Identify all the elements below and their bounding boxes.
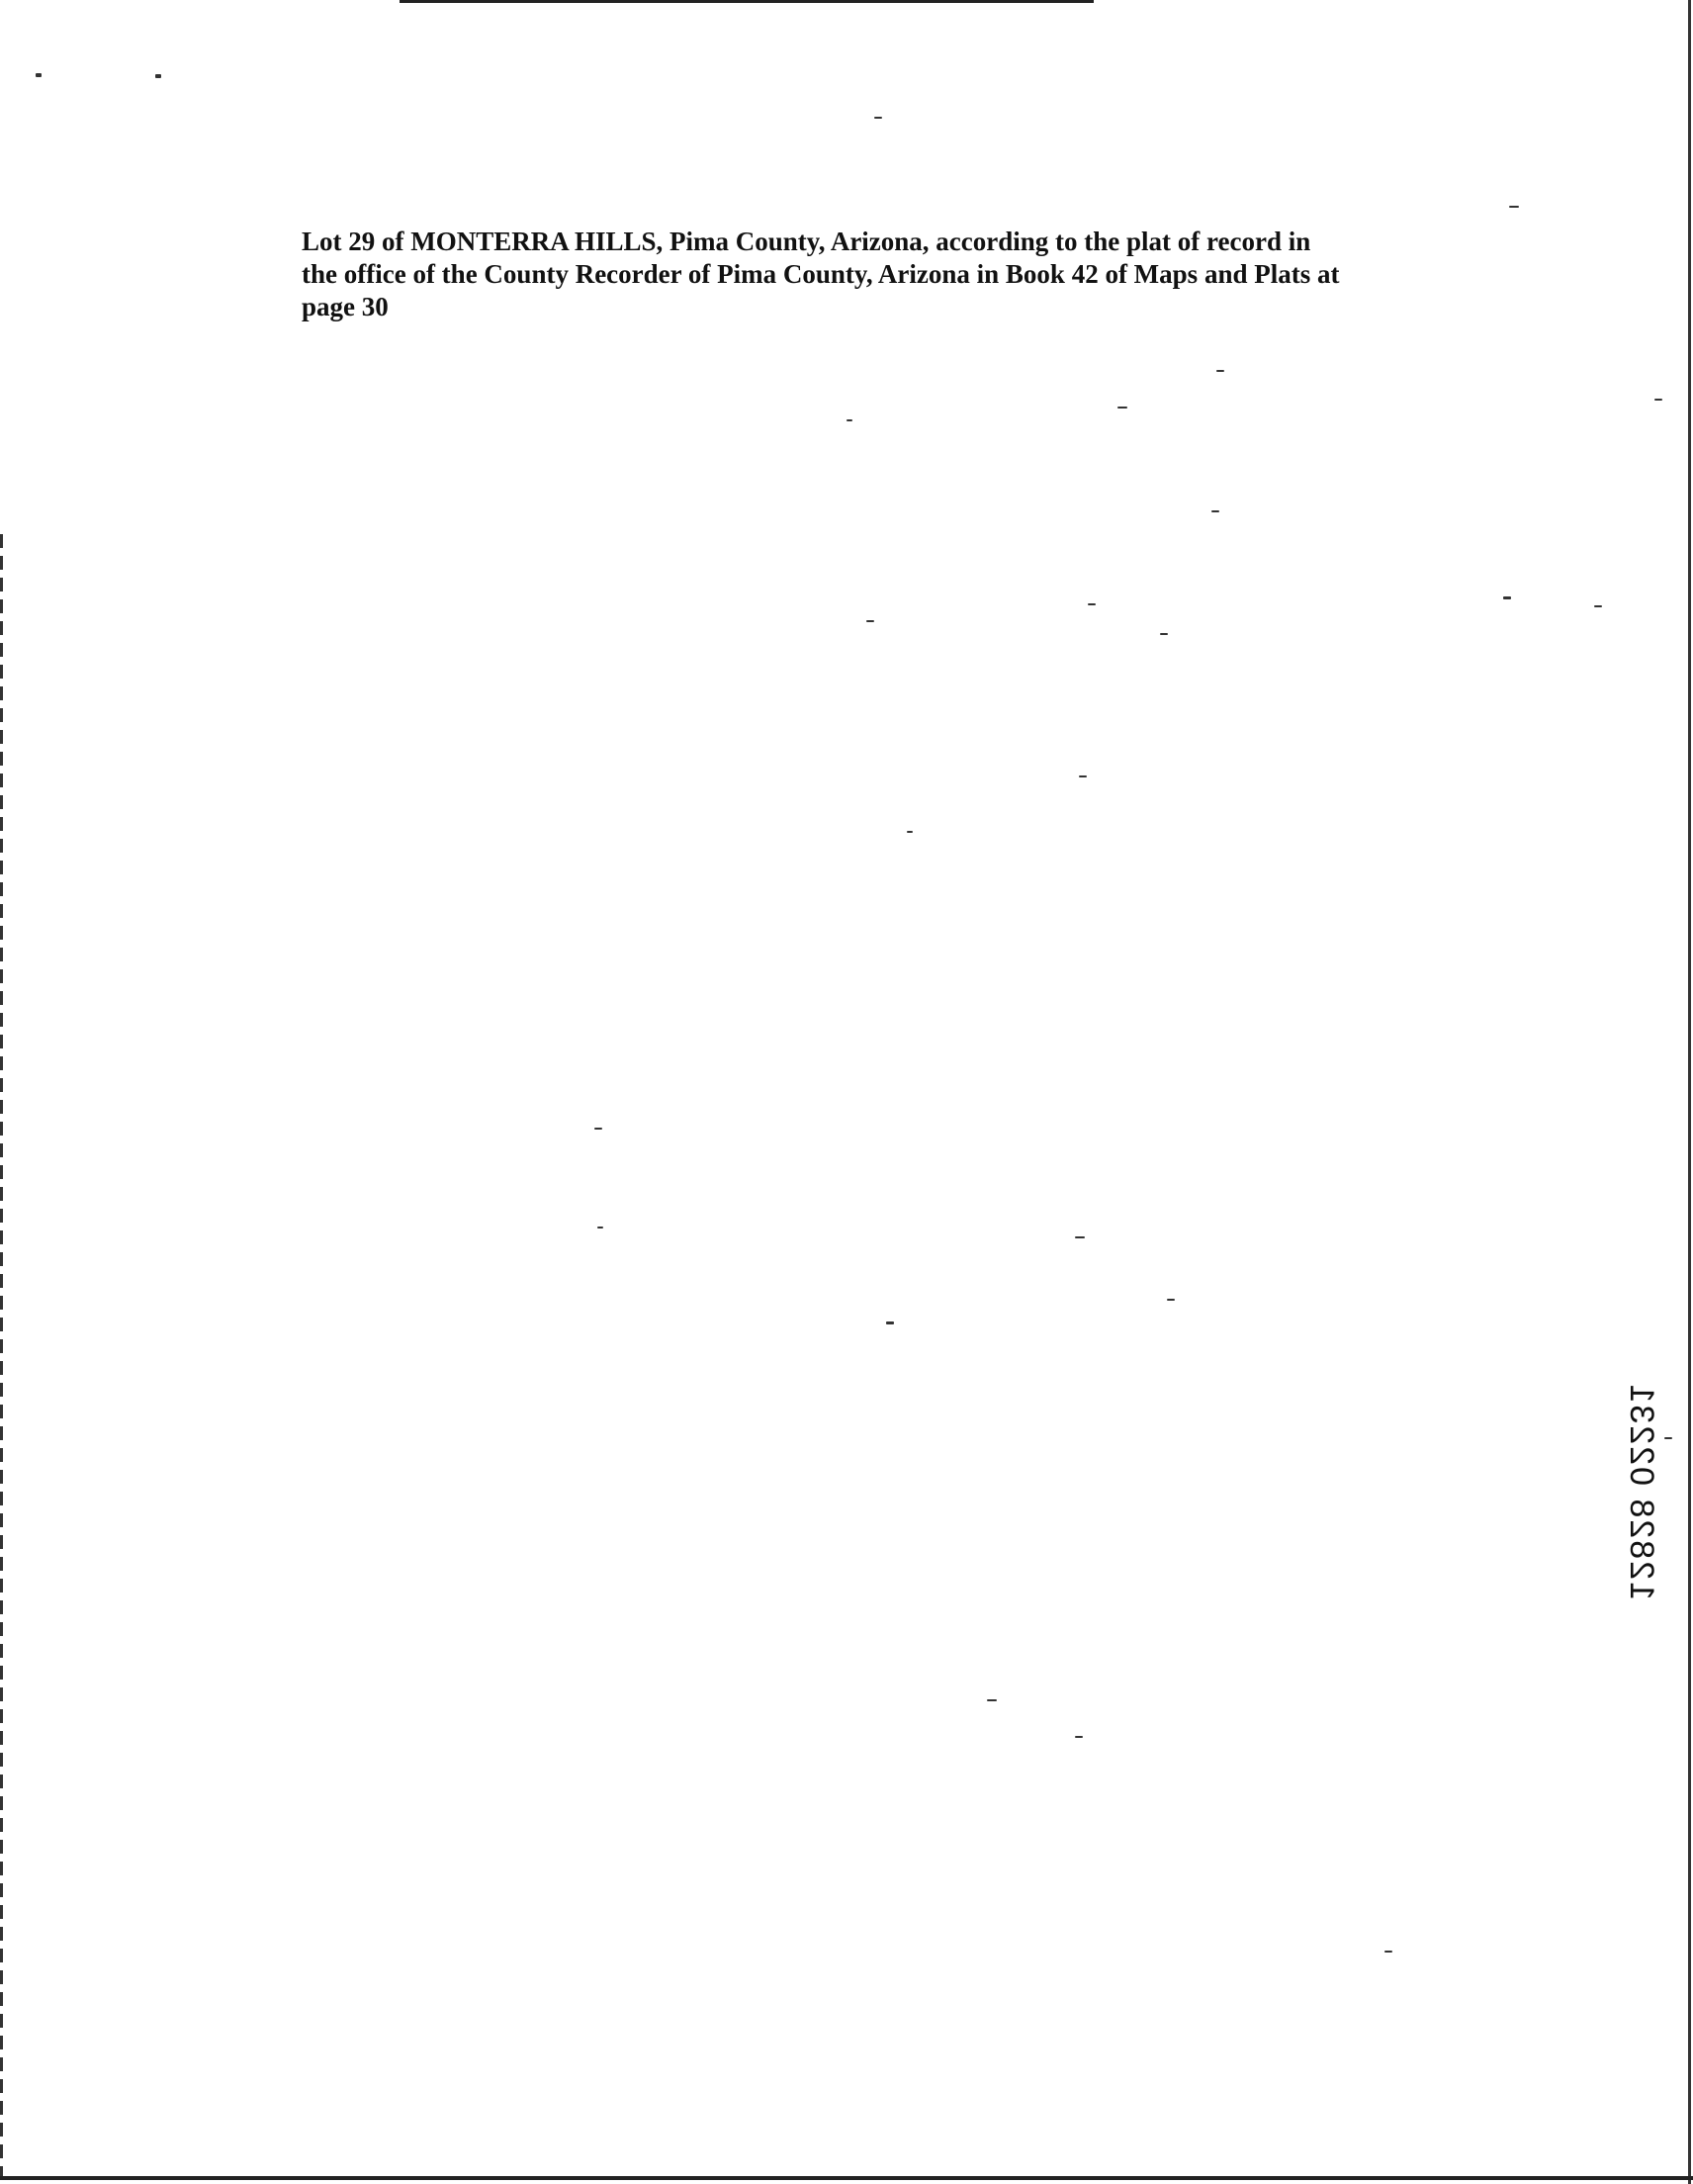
scan-speck [1117,407,1127,409]
scan-speck [597,1227,603,1228]
scan-speck [1079,775,1087,777]
scan-speck [1167,1299,1175,1301]
scan-speck [1075,1736,1083,1738]
scan-bottom-edge [0,2176,1693,2180]
scan-speck [1088,603,1096,605]
recording-number-stamp [1623,1382,1664,1867]
scan-speck [846,419,852,421]
scan-speck [1211,510,1219,512]
scan-speck [594,1128,602,1130]
recording-number: 12828 02231 [1623,1382,1660,1600]
scan-speck [874,117,882,119]
scan-top-rule [400,0,1094,3]
scan-speck [1384,1951,1392,1953]
legal-description-line-1: Lot 29 of MONTERRA HILLS, Pima County, Arizona, according to the plat of record in [302,227,1311,256]
legal-description [302,226,1429,323]
scan-speck [1509,206,1519,208]
scan-left-edge [0,534,3,2176]
legal-description-line-3: page 30 [302,292,389,321]
scan-speck [1654,399,1662,401]
scan-speck [987,1699,997,1701]
scan-speck [1594,605,1602,607]
scan-speck [907,831,913,833]
scan-speck [886,1321,894,1324]
scan-speck [155,74,161,78]
scan-speck [1503,596,1511,599]
scan-speck [1075,1236,1085,1238]
scan-speck [1160,633,1168,635]
scan-speck [1664,1437,1672,1439]
scan-speck [1216,370,1224,372]
scan-speck [36,73,42,77]
scan-speck [866,620,874,622]
scan-right-edge [1688,0,1691,2184]
legal-description-line-2: the office of the County Recorder of Pima County, Arizona in Book 42 of Maps and Plats at [302,259,1340,289]
